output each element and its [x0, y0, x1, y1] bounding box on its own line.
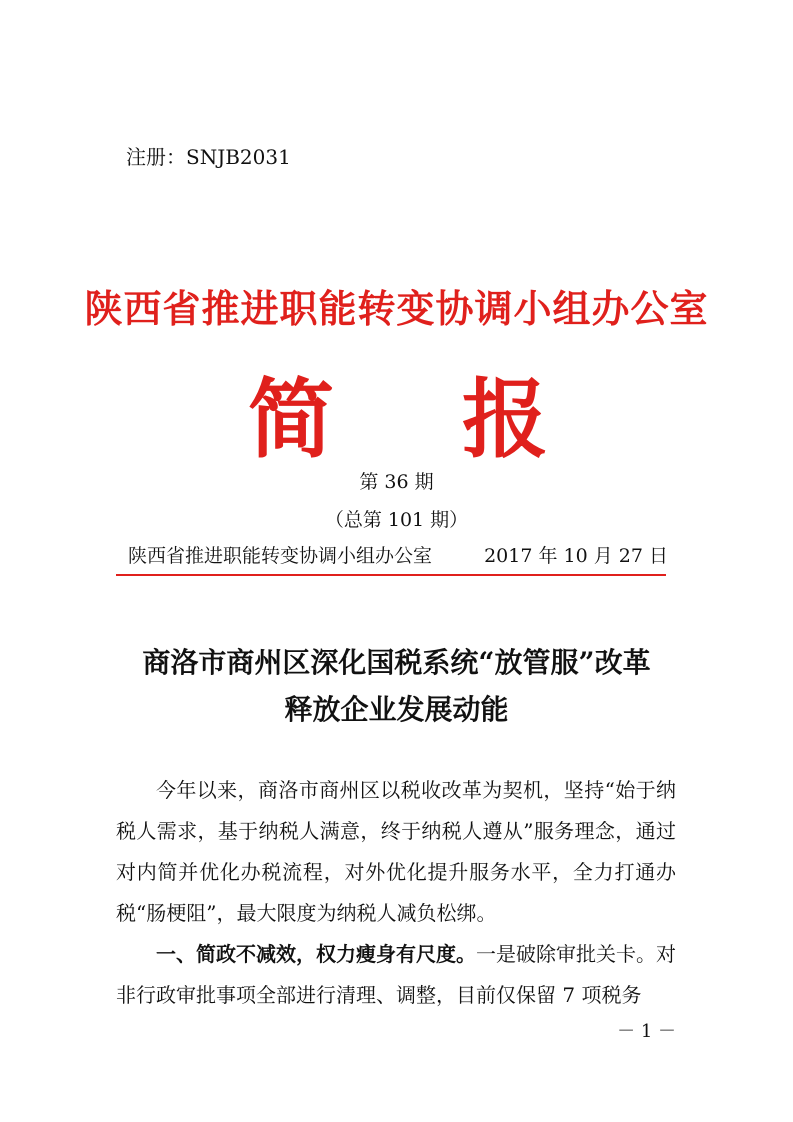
- paragraph-intro: 今年以来，商洛市商州区以税收改革为契机，坚持“始于纳税人需求，基于纳税人满意，终于纳税人遵从”服务理念，通过对内简并优化办税流程，对外优化提升服务水平，全力打通办税“肠梗阻”，最大限度为纳税人减负松绑。: [116, 778, 676, 925]
- article-title-line-2: 释放企业发展动能: [284, 693, 509, 726]
- section-1-heading: 一、简政不减效，权力瘦身有尺度。: [156, 942, 476, 966]
- page-number: － 1 －: [617, 1021, 676, 1042]
- issue-number: 第 36 期: [359, 471, 434, 493]
- paragraph-section-1: [116, 934, 676, 1016]
- publication-date: 2017 年 10 月 27 日: [484, 545, 668, 567]
- publication-info: [128, 541, 668, 568]
- bulletin-title-char-1: 简: [248, 369, 334, 470]
- publisher-name: 陕西省推进职能转变协调小组办公室: [128, 545, 433, 567]
- section-1-text: 一是破除审批关卡。对非行政审批事项全部进行清理、调整，目前仅保留 7 项税务: [116, 942, 676, 1007]
- bulletin-title-char-2: 报: [462, 369, 548, 470]
- article-body: [116, 770, 676, 1016]
- bulletin-title: [248, 362, 548, 470]
- total-issue-number: （总第 101 期）: [324, 509, 469, 531]
- header-divider: [116, 574, 666, 576]
- article-title-line-1: 商洛市商州区深化国税系统“放管服”改革: [142, 646, 651, 679]
- issuing-office-title: 陕西省推进职能转变协调小组办公室: [84, 286, 709, 331]
- registration-number: 注册：SNJB2031: [126, 145, 291, 169]
